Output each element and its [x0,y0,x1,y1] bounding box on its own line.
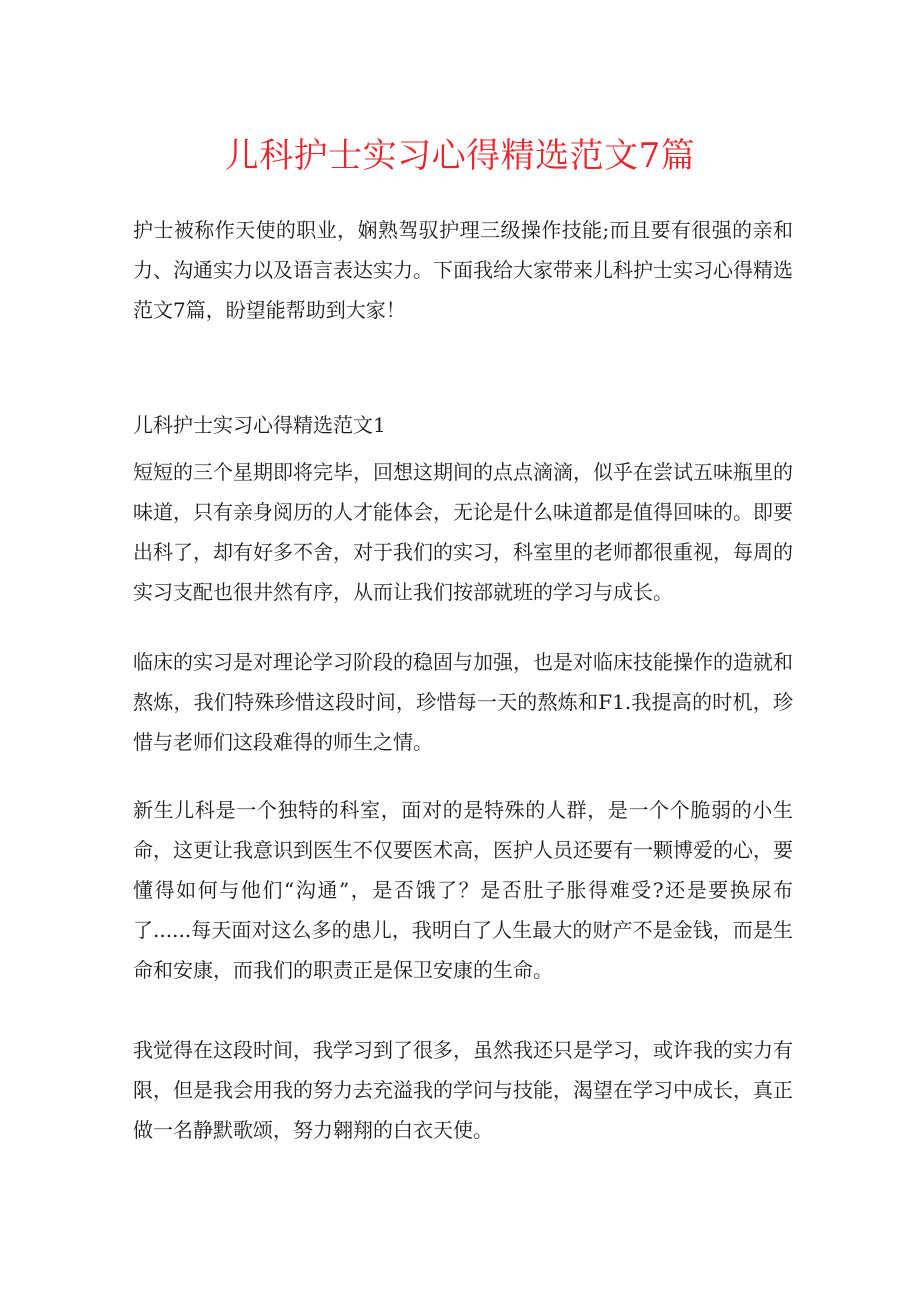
body-paragraph: 临床的实习是对理论学习阶段的稳固与加强，也是对临床技能操作的造就和熬炼，我们特殊珍惜这段时间，珍惜每一天的熬炼和F1.我提高的时机，珍惜与老师们这段难得的师生之情。 [133,650,793,754]
body-paragraph: 新生儿科是一个独特的科室，面对的是特殊的人群，是一个个脆弱的小生命，这更让我意识到医生不仅要医术高，医护人员还要有一颗博爱的心，要懂得如何与他们“沟通”，是否饿了？是否肚子胀得难受?还是要换尿布了......每天面对这么多的患儿，我明白了人生最大的财产不是金钱，而是生命和安康，而我们的职责正是保卫安康的生命。 [133,798,793,982]
body-paragraph: 短短的三个星期即将完毕，回想这期间的点点滴滴，似乎在尝试五味瓶里的味道，只有亲身阅历的人才能体会，无论是什么味道都是值得回味的。即要出科了，却有好多不舍，对于我们的实习，科室里的老师都很重视，每周的实习支配也很井然有序，从而让我们按部就班的学习与成长。 [133,460,793,604]
intro-paragraph: 护士被称作天使的职业，娴熟驾驭护理三级操作技能;而且要有很强的亲和力、沟通实力以及语言表达实力。下面我给大家带来儿科护士实习心得精选范文7篇，盼望能帮助到大家！ [133,218,793,322]
document-title: 儿科护士实习心得精选范文7篇 [224,136,696,176]
body-paragraph: 我觉得在这段时间，我学习到了很多，虽然我还只是学习，或许我的实力有限，但是我会用我的努力去充溢我的学问与技能，渴望在学习中成长，真正做一名静默歌颂，努力翱翔的白衣天使。 [133,1038,793,1142]
section-heading: 儿科护士实习心得精选范文1 [133,413,386,437]
